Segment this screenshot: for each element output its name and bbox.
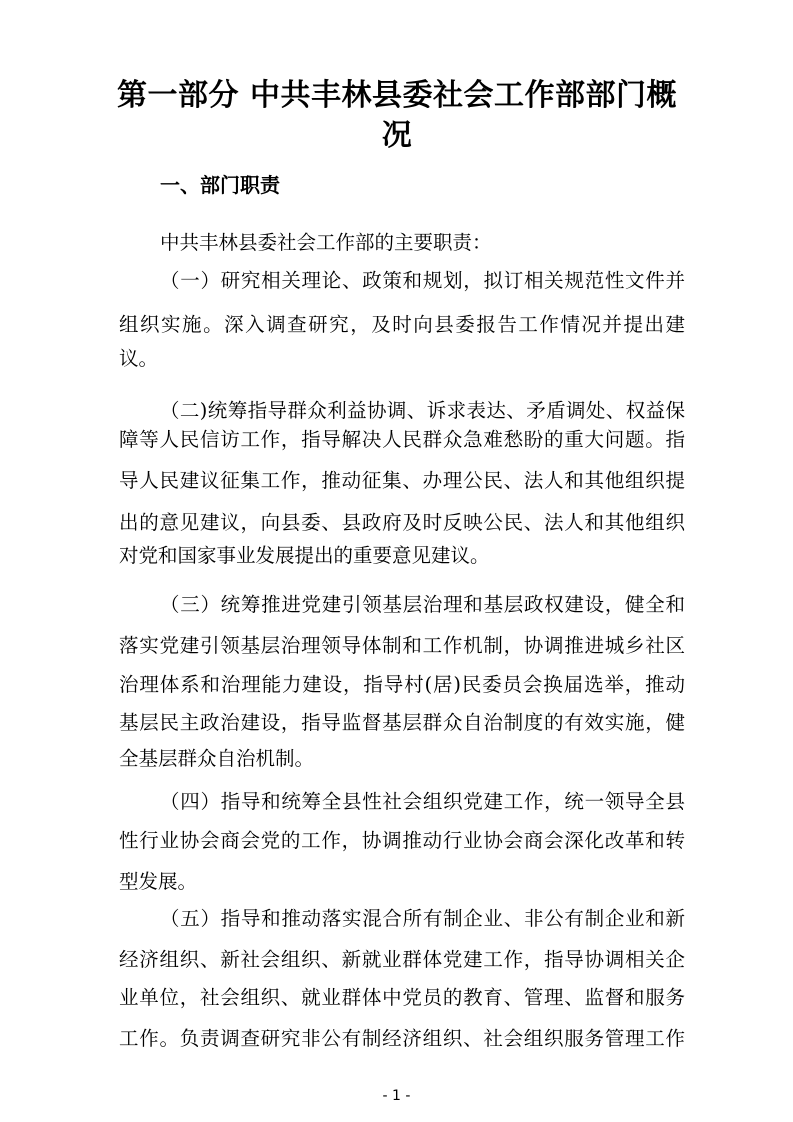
paragraph-line: （一）研究相关理论、政策和规划，拟订相关规范性文件并: [160, 269, 685, 292]
paragraph-line: 出的意见建议，向县委、县政府及时反映公民、法人和其他组织: [119, 511, 685, 534]
paragraph-line: 业单位，社会组织、就业群体中党员的教育、管理、监督和服务: [119, 986, 685, 1009]
page-number: - 1 -: [382, 1088, 411, 1104]
paragraph-line: 型发展。: [119, 870, 198, 893]
paragraph-line: 基层民主政治建设，指导监督基层群众自治制度的有效实施，健: [119, 711, 685, 734]
paragraph-line: 工作。负责调查研究非公有制经济组织、社会组织服务管理工作: [119, 1027, 685, 1050]
paragraph-line: 治理体系和治理能力建设，指导村(居)民委员会换届选举，推动: [119, 673, 685, 696]
paragraph-line: 中共丰林县委社会工作部的主要职责：: [160, 231, 492, 254]
paragraph-line: （二)统筹指导群众利益协调、诉求表达、矛盾调处、权益保: [160, 399, 685, 422]
paragraph-line: （四）指导和统筹全县性社会组织党建工作，统一领导全县: [160, 790, 685, 813]
paragraph-line: 对党和国家事业发展提出的重要意见建议。: [119, 544, 490, 567]
paragraph-line: 议。: [119, 347, 159, 370]
paragraph-line: （三）统筹推进党建引领基层治理和基层政权建设，健全和: [160, 593, 685, 616]
page-title: 第一部分 中共丰林县委社会工作部部门概况: [117, 78, 677, 153]
paragraph-line: 性行业协会商会党的工作，协调推动行业协会商会深化改革和转: [119, 829, 685, 852]
paragraph-line: （五）指导和推动落实混合所有制企业、非公有制企业和新: [160, 907, 685, 930]
paragraph-line: 导人民建议征集工作，推动征集、办理公民、法人和其他组织提: [119, 469, 685, 492]
paragraph-line: 组织实施。深入调查研究，及时向县委报告工作情况并提出建: [119, 313, 685, 336]
paragraph-line: 落实党建引领基层治理领导体制和工作机制，协调推进城乡社区: [119, 634, 685, 657]
paragraph-line: 障等人民信访工作，指导解决人民群众急难愁盼的重大问题。指: [119, 428, 685, 451]
paragraph-line: 全基层群众自治机制。: [119, 747, 315, 770]
section-heading: 一、部门职责: [160, 173, 280, 197]
paragraph-line: 经济组织、新社会组织、新就业群体党建工作，指导协调相关企: [119, 948, 685, 971]
